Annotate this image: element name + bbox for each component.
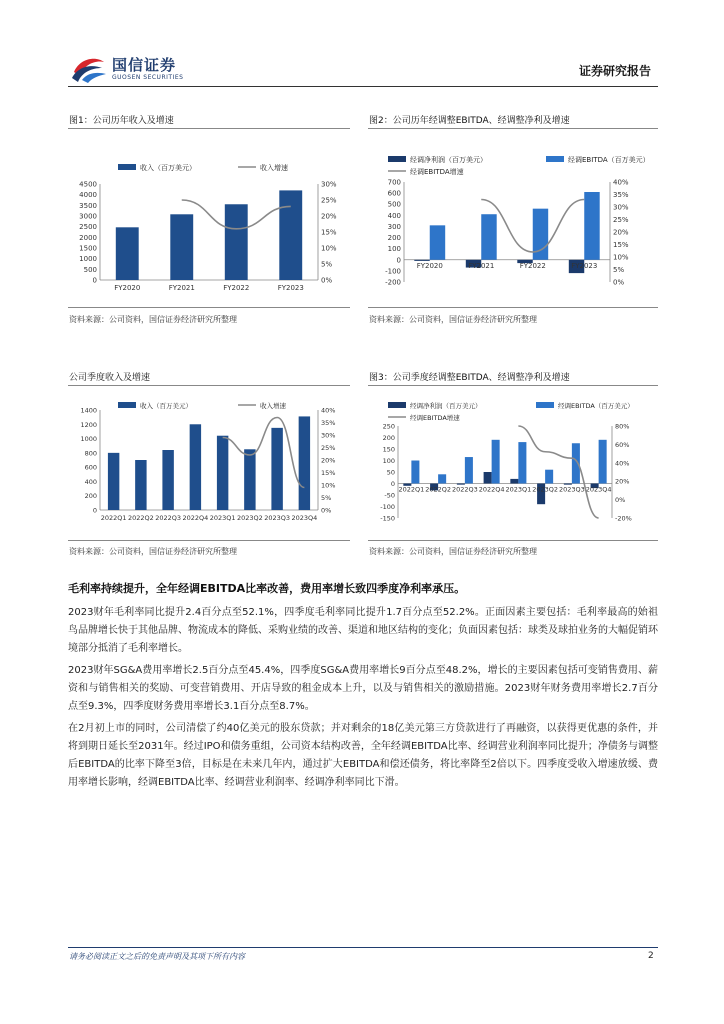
chart-annual-ebitda xyxy=(368,152,658,292)
y-tick-label: 200 xyxy=(387,234,401,243)
figure-1-title: 图1：公司历年收入及增速 xyxy=(69,116,174,126)
bar-2023Q3 xyxy=(271,428,282,510)
paragraph-debt-restructuring: 在2月初上市的同时，公司清偿了约40亿美元的股东贷款；并对剩余的18亿美元第三方贷款进行了再融资，以获得更优惠的条件，并将到期日延长至2031年。经过IPO和债务重组，公司资本结构改善，全年经调EBITDA比率、经调营业利润率同比提升；净债务与调整后EBITDA的比率下降至3倍，目标是在未来几年内，通过扩大EBITDA和偿还债务，将比率降至2倍以下。四季度受收入增速放缓、费用率增长影响，经调EBITDA比率、经调营业利润率、经调净利率同比下滑。 xyxy=(68,723,658,788)
body-text xyxy=(68,604,658,796)
y2-tick-label: 25% xyxy=(613,216,629,224)
y2-tick-label: 15% xyxy=(613,241,629,249)
bar-FY2023 xyxy=(279,190,302,280)
bar-2023Q1 xyxy=(217,436,228,510)
figure-2-source: 资料来源：公司资料，国信证券经济研究所整理 xyxy=(369,315,537,324)
y-tick-label: -50 xyxy=(384,491,395,500)
legend-swatch xyxy=(118,402,136,408)
y-tick-label: 0 xyxy=(396,256,401,265)
y2-tick-label: 40% xyxy=(615,459,630,468)
footer-divider xyxy=(68,947,658,948)
y2-tick-label: 10% xyxy=(321,481,336,490)
y-tick-label: 0 xyxy=(92,276,97,285)
y-tick-label: 4500 xyxy=(79,180,97,189)
x-tick-label: 2022Q3 xyxy=(451,485,478,494)
y2-tick-label: 15% xyxy=(321,469,336,477)
report-type: 证券研究报告 xyxy=(579,64,652,78)
legend-label: 经调EBITDA（百万美元） xyxy=(568,156,650,164)
bar-2023Q3 xyxy=(564,484,572,485)
header-divider xyxy=(68,86,658,87)
x-tick-label: 2023Q4 xyxy=(585,485,612,494)
y-tick-label: -100 xyxy=(385,267,401,276)
y2-tick-label: 10% xyxy=(321,244,337,253)
legend-swatch xyxy=(388,156,406,162)
figure-4-title: 图3：公司季度经调整EBITDA、经调整净利及增速 xyxy=(369,373,570,383)
figure-4-title-rule xyxy=(368,385,658,386)
x-tick-label: 2022Q2 xyxy=(127,514,154,522)
legend-label: 经调净利润（百万美元） xyxy=(410,156,487,164)
y2-tick-label: -20% xyxy=(615,514,632,523)
guosen-logo-icon xyxy=(70,52,108,84)
y2-tick-label: 40% xyxy=(613,178,629,187)
footer-disclaimer: 请务必阅读正文之后的免责声明及其项下所有内容 xyxy=(69,952,245,961)
x-tick-label: 2022Q4 xyxy=(182,514,209,522)
figure-3-source: 资料来源：公司资料，国信证券经济研究所整理 xyxy=(69,547,237,556)
paragraph-expense-ratio: 2023财年SG&A费用率增长2.5百分点至45.4%，四季度SG&A费用率增长9百分点至48.2%，增长的主要因素包括可变销售费用、薪资和与销售相关的奖励、可变营销费用、开店导致的租金成本上升，以及与销售相关的激励措施。2023财年财务费用率增长2.7百分点至9.3%，四季度财务费用率增长3.1百分点至8.7%。 xyxy=(68,665,658,712)
y2-tick-label: 25% xyxy=(321,444,336,452)
x-tick-label: FY2021 xyxy=(468,261,495,270)
y2-tick-label: 30% xyxy=(321,431,336,440)
x-tick-label: FY2022 xyxy=(223,284,250,292)
bar-FY2022 xyxy=(225,204,248,280)
x-tick-label: 2023Q1 xyxy=(505,485,532,494)
section-heading: 毛利率持续提升，全年经调EBITDA比率改善，费用率增长致四季度净利率承压。 xyxy=(68,582,466,595)
bar-FY2021 xyxy=(170,214,193,280)
legend-label: 收入增速 xyxy=(260,402,286,410)
y2-tick-label: 80% xyxy=(615,422,630,431)
figure-1-source: 资料来源：公司资料，国信证券经济研究所整理 xyxy=(69,315,237,324)
y2-tick-label: 0% xyxy=(615,496,626,505)
legend-swatch xyxy=(118,164,136,170)
legend-label: 经调净利润（百万美元） xyxy=(410,402,482,410)
bar-2022Q4 xyxy=(484,472,492,484)
y-tick-label: 0 xyxy=(390,480,395,488)
y2-tick-label: 20% xyxy=(321,456,336,465)
bar-FY2023 xyxy=(584,192,599,260)
bar-2022Q4 xyxy=(492,440,500,484)
chart-annual-revenue xyxy=(68,160,358,300)
y-tick-label: 1200 xyxy=(80,420,97,429)
y2-tick-label: 30% xyxy=(321,180,337,189)
y-tick-label: 400 xyxy=(387,211,401,220)
y-tick-label: 100 xyxy=(382,457,395,465)
legend-swatch xyxy=(546,156,564,162)
y2-tick-label: 25% xyxy=(321,196,337,205)
bar-2023Q2 xyxy=(244,449,255,510)
legend-label: 经调EBITDA增速 xyxy=(410,414,460,422)
bar-FY2020 xyxy=(116,227,139,280)
chart-quarterly-revenue xyxy=(68,398,358,528)
y2-tick-label: 20% xyxy=(613,228,629,237)
x-tick-label: FY2020 xyxy=(114,284,141,292)
bar-2023Q1 xyxy=(518,442,526,483)
x-tick-label: FY2023 xyxy=(277,284,304,292)
y-tick-label: 1000 xyxy=(79,255,97,264)
bar-2022Q4 xyxy=(190,424,201,510)
chart-quarterly-ebitda xyxy=(368,398,658,528)
x-tick-label: FY2023 xyxy=(571,261,598,270)
y2-tick-label: 5% xyxy=(321,260,333,269)
y-tick-label: -100 xyxy=(380,503,395,511)
y-tick-label: -150 xyxy=(380,514,395,523)
legend-swatch xyxy=(536,402,554,408)
y2-tick-label: 5% xyxy=(613,266,625,274)
y-tick-label: 250 xyxy=(382,422,395,431)
x-tick-label: FY2021 xyxy=(168,284,195,292)
legend-label: 收入（百万美元） xyxy=(140,402,192,410)
y-tick-label: 1000 xyxy=(80,435,97,444)
bar-FY2021 xyxy=(481,214,496,260)
x-tick-label: 2023Q1 xyxy=(209,514,236,522)
legend-label: 收入（百万美元） xyxy=(140,164,196,172)
figure-2-title: 图2：公司历年经调整EBITDA、经调整净利及增速 xyxy=(369,116,570,126)
y-tick-label: 50 xyxy=(386,468,395,477)
y-tick-label: 200 xyxy=(84,492,97,501)
y-tick-label: 0 xyxy=(92,506,97,515)
figure-4-source: 资料来源：公司资料，国信证券经济研究所整理 xyxy=(369,547,537,556)
y2-tick-label: 15% xyxy=(321,228,337,237)
y-tick-label: 300 xyxy=(387,222,401,231)
bar-2022Q3 xyxy=(457,484,465,485)
y2-tick-label: 35% xyxy=(321,419,336,427)
figure-3-title-rule xyxy=(68,385,350,386)
y-tick-label: 800 xyxy=(84,449,97,458)
x-tick-label: FY2022 xyxy=(519,261,546,270)
x-tick-label: 2023Q3 xyxy=(264,514,291,522)
bar-FY2020 xyxy=(414,260,429,261)
x-tick-label: FY2020 xyxy=(416,261,443,270)
page-header xyxy=(0,0,724,90)
figure-1-title-rule xyxy=(68,128,350,129)
y2-tick-label: 0% xyxy=(613,278,625,287)
y2-tick-label: 10% xyxy=(613,253,629,262)
bar-2023Q2 xyxy=(545,470,553,484)
bar-2022Q1 xyxy=(411,461,419,484)
x-tick-label: 2022Q1 xyxy=(100,514,127,522)
bar-2022Q3 xyxy=(162,450,173,510)
x-tick-label: 2023Q2 xyxy=(236,514,263,522)
bar-2022Q3 xyxy=(465,457,473,483)
y-tick-label: -200 xyxy=(385,278,401,287)
x-tick-label: 2023Q2 xyxy=(532,485,559,494)
legend-label: 经调EBITDA增速 xyxy=(410,168,464,176)
paragraph-gross-margin: 2023财年毛利率同比提升2.4百分点至52.1%，四季度毛利率同比提升1.7百分点至52.2%。正面因素主要包括：毛利率最高的始祖鸟品牌增长快于其他品牌、物流成本的降低、采购业绩的改善、渠道和地区结构的变化；负面因素包括：球类及球拍业务的大幅促销环境部分抵消了毛利率增长。 xyxy=(68,607,658,654)
bar-2023Q4 xyxy=(299,416,310,510)
y2-tick-label: 40% xyxy=(321,406,336,415)
y-tick-label: 500 xyxy=(387,200,401,209)
logo-cn-text: 国信证券 xyxy=(112,56,177,74)
y-tick-label: 2500 xyxy=(79,223,97,232)
bar-2022Q1 xyxy=(108,453,119,510)
figure-1-bottom-rule xyxy=(68,307,350,308)
y-tick-label: 3500 xyxy=(79,201,97,210)
bar-2022Q2 xyxy=(135,460,146,510)
y-tick-label: 600 xyxy=(84,463,97,472)
x-tick-label: 2022Q3 xyxy=(155,514,182,522)
x-tick-label: 2023Q4 xyxy=(291,514,318,522)
figure-2-title-rule xyxy=(368,128,658,129)
bar-FY2020 xyxy=(430,225,445,259)
y2-tick-label: 20% xyxy=(615,477,630,486)
figure-4-bottom-rule xyxy=(368,540,658,541)
y2-tick-label: 0% xyxy=(321,506,332,515)
y-tick-label: 200 xyxy=(382,434,395,442)
growth-line xyxy=(518,426,598,518)
y-tick-label: 1500 xyxy=(79,244,97,253)
y-tick-label: 150 xyxy=(382,445,395,454)
y-tick-label: 700 xyxy=(387,178,401,187)
y-tick-label: 2000 xyxy=(79,233,97,242)
y-tick-label: 600 xyxy=(387,189,401,198)
y2-tick-label: 20% xyxy=(321,212,337,221)
y2-tick-label: 35% xyxy=(613,191,629,199)
growth-line xyxy=(223,418,305,488)
bar-2023Q1 xyxy=(510,479,518,484)
bar-2022Q2 xyxy=(438,474,446,483)
y2-tick-label: 60% xyxy=(615,440,630,449)
y-tick-label: 3000 xyxy=(79,212,97,221)
y-tick-label: 500 xyxy=(83,265,97,274)
y2-tick-label: 0% xyxy=(321,276,333,285)
legend-label: 收入增速 xyxy=(260,164,288,172)
x-tick-label: 2022Q4 xyxy=(478,485,505,494)
y-tick-label: 400 xyxy=(84,477,97,486)
x-tick-label: 2022Q2 xyxy=(425,485,452,494)
legend-swatch xyxy=(388,402,406,408)
y-tick-label: 1400 xyxy=(80,406,97,415)
page-number: 2 xyxy=(648,951,654,961)
figure-3-bottom-rule xyxy=(68,540,350,541)
legend-label: 经调EBITDA（百万美元） xyxy=(558,402,634,410)
bar-2023Q4 xyxy=(599,440,607,484)
x-tick-label: 2022Q1 xyxy=(398,485,425,494)
x-tick-label: 2023Q3 xyxy=(558,485,585,494)
figure-2-bottom-rule xyxy=(368,307,658,308)
figure-3-title: 公司季度收入及增速 xyxy=(69,373,151,383)
y2-tick-label: 30% xyxy=(613,203,629,212)
y-tick-label: 100 xyxy=(387,245,401,254)
logo-en-text: GUOSEN SECURITIES xyxy=(112,74,184,81)
y2-tick-label: 5% xyxy=(321,494,332,502)
y-tick-label: 4000 xyxy=(79,191,97,200)
